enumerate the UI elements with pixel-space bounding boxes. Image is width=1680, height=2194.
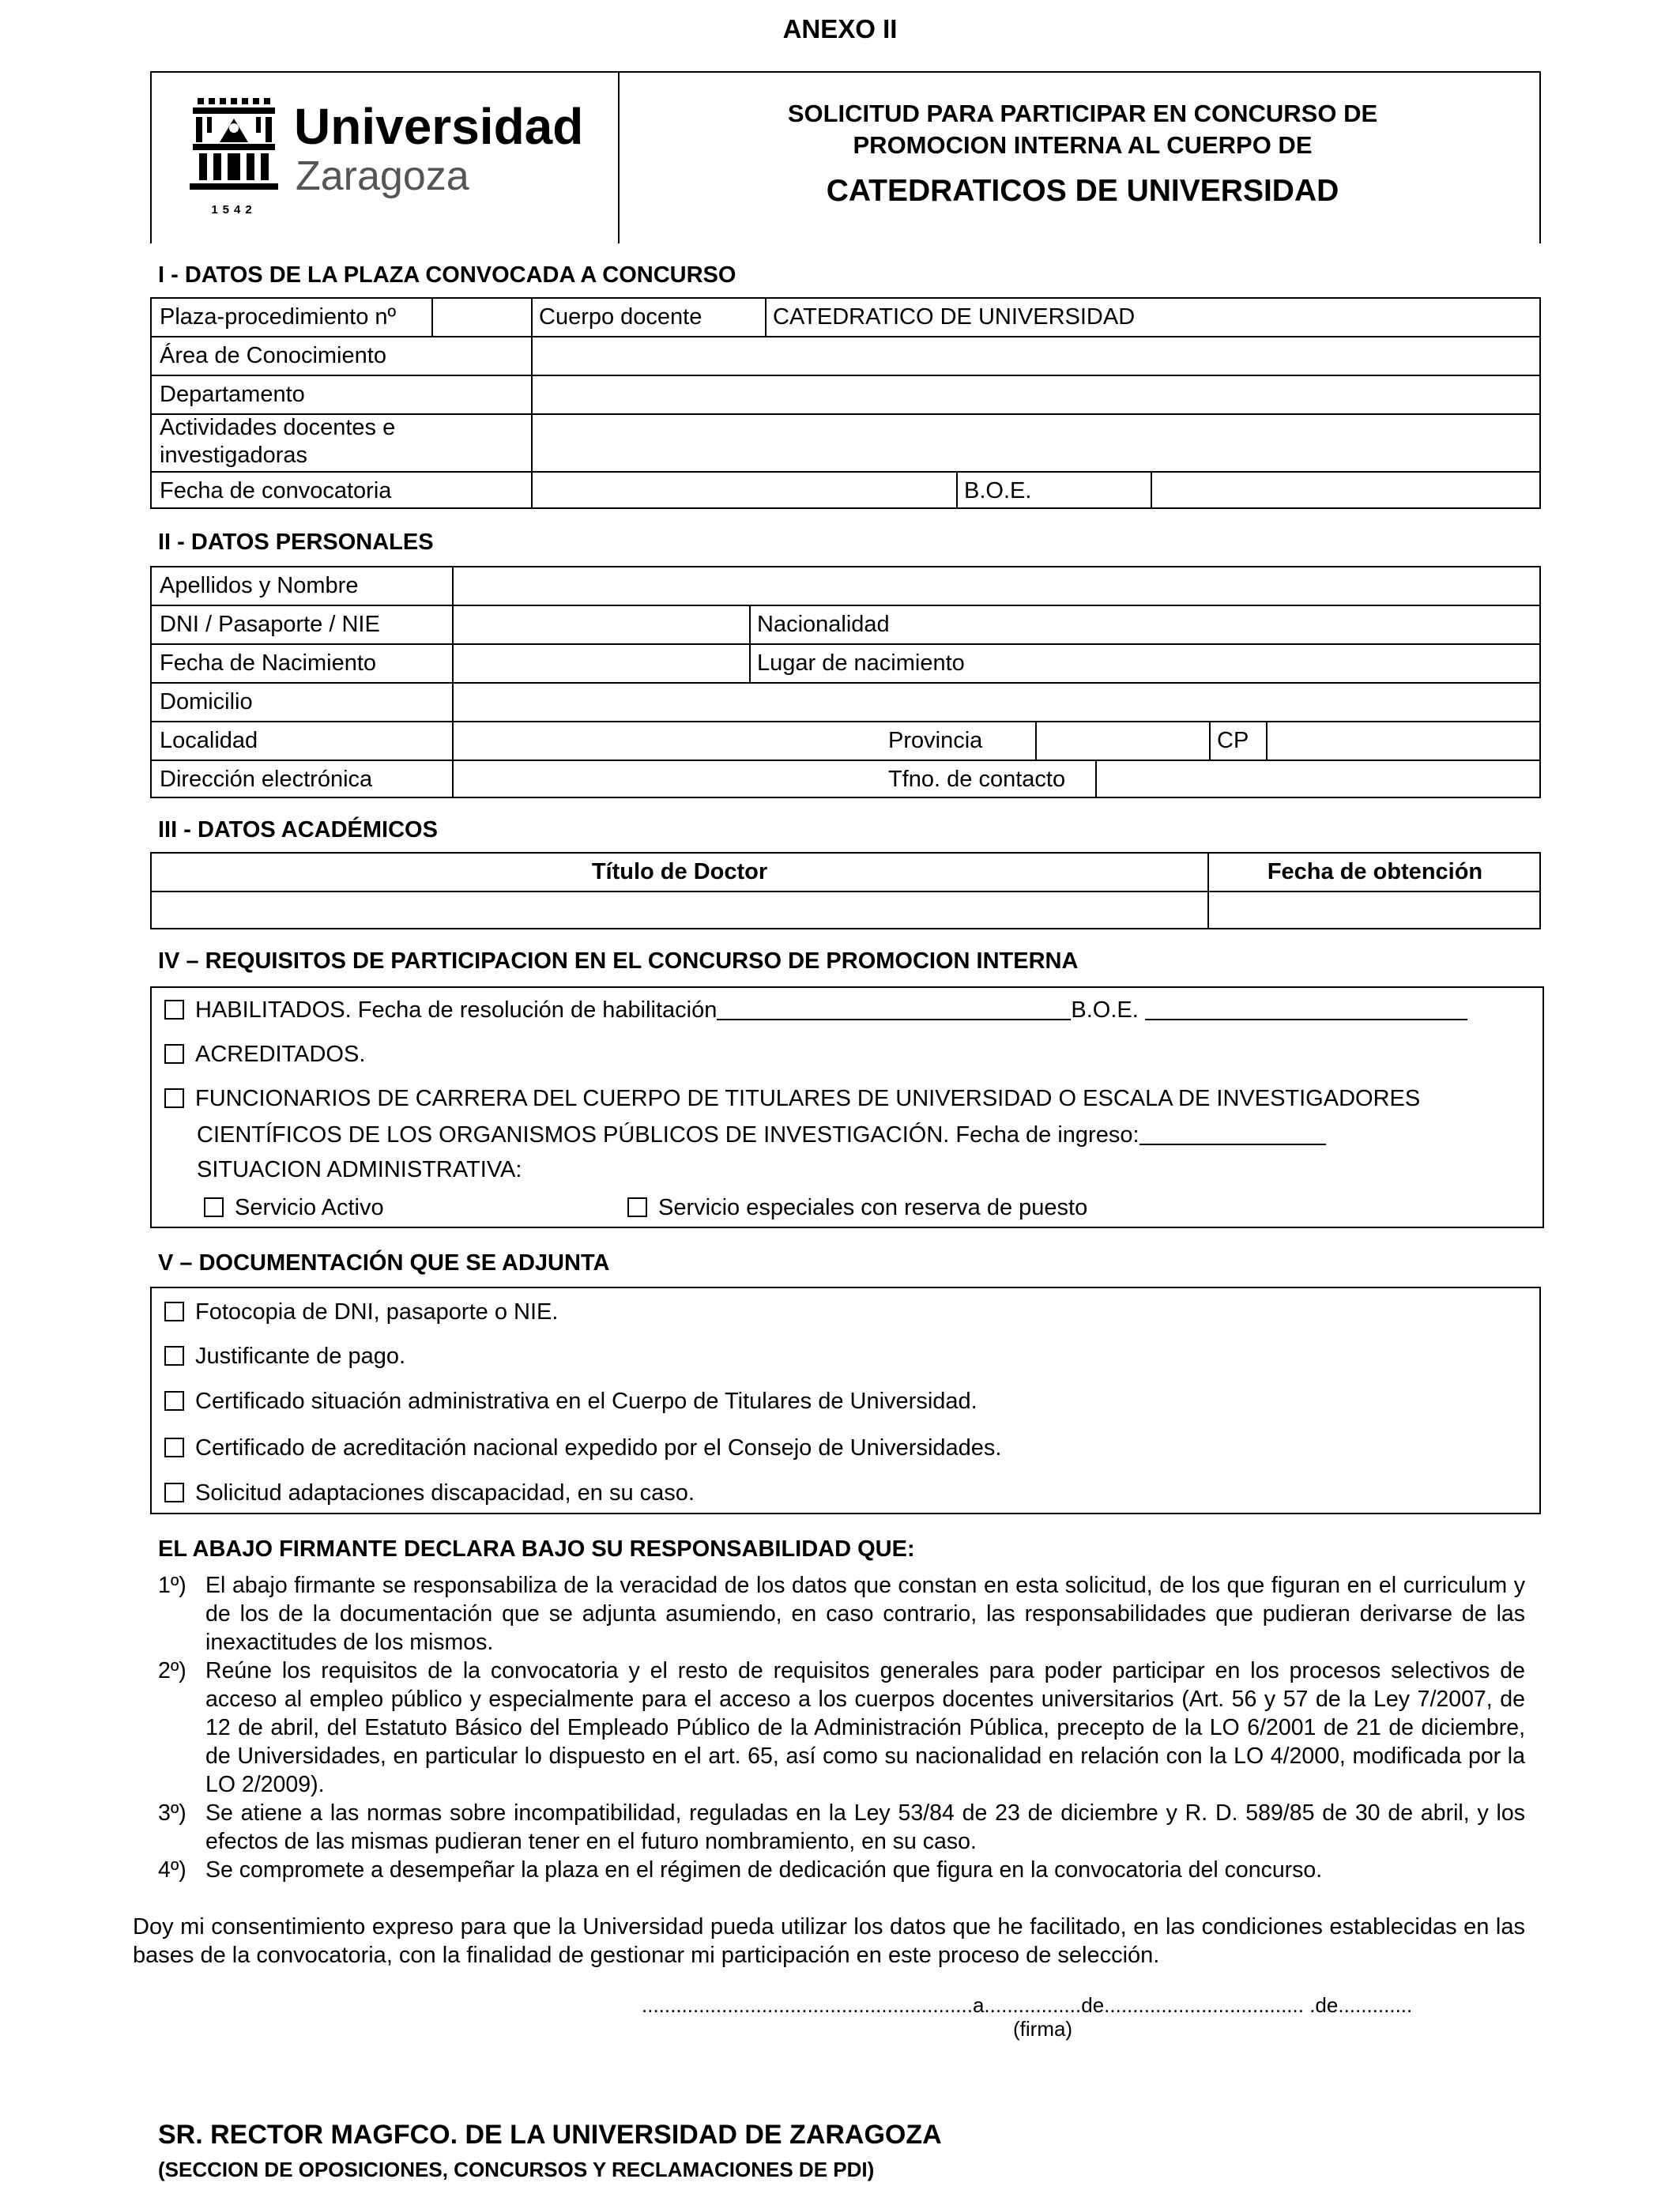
fecha-convocatoria-input[interactable] [539,477,950,506]
declaration-item [158,1657,1525,1799]
area-input[interactable] [539,342,1535,371]
declaration-item [158,1799,1525,1856]
doc-checkbox[interactable] [164,1346,184,1366]
declaration-text: Se atiene a las normas sobre incompatibilidad, reguladas en la Ley 53/84 de 23 de diciembre y R. D. 589/85 de 30 de abril, y los efectos de las mismas pudieran tener en el futuro nombramiento, en su caso. [205,1800,1525,1854]
form-subtitle [626,98,1539,161]
actividades-label-line-2: investigadoras [160,443,307,468]
section-2-title: II - DATOS PERSONALES [158,530,434,555]
servicio-activo-checkbox[interactable] [204,1197,224,1217]
declaration-number: 4º) [158,1857,186,1883]
logo-year: 1542 [211,203,257,217]
cp-label: CP [1217,728,1249,753]
header-divider [618,73,620,243]
doc-item [164,1344,405,1370]
dni-input[interactable] [460,611,744,639]
acreditados-label: ACREDITADOS. [195,1042,366,1067]
plaza-label: Plaza-procedimiento nº [160,304,397,330]
doc-item-label: Solicitud adaptaciones discapacidad, en su caso. [195,1480,695,1506]
doc-item-label: Certificado situación administrativa en el Cuerpo de Titulares de Universidad. [195,1389,977,1414]
servicio-activo-label: Servicio Activo [235,1195,384,1220]
apellidos-input[interactable] [460,572,1535,601]
habilitados-checkbox[interactable] [164,1000,184,1020]
habilitados-option [164,997,1467,1023]
localidad-label: Localidad [160,728,258,753]
doc-checkbox[interactable] [164,1302,184,1321]
servicio-especial-checkbox[interactable] [627,1197,647,1217]
email-input[interactable] [460,766,887,794]
logo-name: Universidad [294,98,584,155]
fecha-convocatoria-label: Fecha de convocatoria [160,478,392,503]
form-header [150,71,1541,243]
plaza-input[interactable] [436,303,527,332]
fecha-ingreso-field[interactable] [1139,1125,1326,1145]
funcionarios-checkbox[interactable] [164,1088,184,1108]
tfno-input[interactable] [1103,766,1535,794]
declaration-text: Reúne los requisitos de la convocatoria y el resto de requisitos generales para poder participar en los procesos selectivos de acceso al empleo público y especialmente para el acceso a los cuerpos docentes universitarios (Art. 56 y 57 de la Ley 7/2007, de 12 de abril, del Estatuto Básico del Empleado Público de la Administración Pública, precepto de la LO 6/2001 de 21 de diciembre, de Universidades, en particular lo dispuesto en el art. 65, así como su nacionalidad en relación con la LO 4/2000, modificada por la LO 2/2009). [205,1658,1525,1797]
domicilio-label: Domicilio [160,689,253,714]
cp-input[interactable] [1274,727,1535,756]
consent-text: Doy mi consentimiento expreso para que la Universidad pueda utilizar los datos que he facilitado, en las condiciones establecidas en las bases de la convocatoria, con la finalidad de gestionar mi participación en este proceso de selección. [133,1914,1525,1968]
habilitados-boe-field[interactable] [1145,1000,1467,1020]
declaration-number: 3º) [158,1800,186,1826]
provincia-input[interactable] [1042,727,1204,756]
boe-input[interactable] [1158,477,1535,506]
boe-label: B.O.E. [964,478,1032,503]
provincia-label: Provincia [888,728,983,753]
departamento-input[interactable] [539,381,1535,409]
doc-item [164,1389,977,1415]
fecha-obtencion-header: Fecha de obtención [1267,859,1483,884]
fecha-obtencion-input[interactable] [1215,896,1535,925]
tfno-label: Tfno. de contacto [888,767,1066,792]
subtitle-line-1: SOLICITUD PARA PARTICIPAR EN CONCURSO DE [787,100,1378,127]
documentacion-box [150,1287,1541,1514]
doc-item [164,1299,558,1325]
cuerpo-value: CATEDRATICO DE UNIVERSIDAD [773,304,1136,330]
domicilio-input[interactable] [460,688,1535,717]
habilitados-label: HABILITADOS. Fecha de resolución de habilitación [195,997,718,1023]
subtitle-line-2: PROMOCION INTERNA AL CUERPO DE [853,131,1313,159]
annex-title: ANEXO II [782,14,898,43]
declaration-title: EL ABAJO FIRMANTE DECLARA BAJO SU RESPONSABILIDAD QUE: [158,1536,915,1562]
doc-item [164,1435,1001,1461]
email-label: Dirección electrónica [160,767,373,792]
actividades-label [160,414,395,469]
acreditados-checkbox[interactable] [164,1044,184,1064]
addressee-section: (SECCION DE OPOSICIONES, CONCURSOS Y RECLAMACIONES DE PDI) [158,2158,875,2181]
funcionarios-label-line-2: CIENTÍFICOS DE LOS ORGANISMOS PÚBLICOS DE INVESTIGACIÓN. Fecha de ingreso: [197,1122,1139,1148]
apellidos-label: Apellidos y Nombre [160,573,359,598]
doc-checkbox[interactable] [164,1438,184,1457]
declaration-text: Se compromete a desempeñar la plaza en el régimen de dedicación que figura en la convocatoria del concurso. [205,1857,1323,1883]
declaration-number: 2º) [158,1658,186,1683]
declaration-item [158,1856,1525,1884]
funcionarios-option [164,1086,1420,1112]
funcionarios-label-line-1: FUNCIONARIOS DE CARRERA DEL CUERPO DE TITULARES DE UNIVERSIDAD O ESCALA DE INVESTIGADORES [195,1086,1421,1111]
doc-item-label: Justificante de pago. [195,1344,406,1369]
signature-label: (firma) [1013,2017,1073,2041]
university-logo [175,96,602,239]
form-main-title: CATEDRATICOS DE UNIVERSIDAD [826,174,1339,208]
requisitos-box [150,986,1544,1228]
departamento-label: Departamento [160,382,305,407]
section-4-title: IV – REQUISITOS DE PARTICIPACION EN EL CONCURSO DE PROMOCION INTERNA [158,948,1079,974]
addressee: SR. RECTOR MAGFCO. DE LA UNIVERSIDAD DE ZARAGOZA [158,2120,942,2150]
situacion-label: SITUACION ADMINISTRATIVA: [197,1157,522,1182]
area-label: Área de Conocimiento [160,343,386,368]
declaration-list [158,1571,1525,1884]
personal-table [150,566,1541,798]
declaration-item [158,1571,1525,1657]
fecha-nacimiento-label: Fecha de Nacimiento [160,650,377,676]
logo-city: Zaragoza [296,153,469,199]
fecha-nacimiento-input[interactable] [460,650,744,678]
acreditados-option [164,1042,365,1068]
doc-item-label: Certificado de acreditación nacional expedido por el Consejo de Universidades. [195,1435,1002,1461]
section-5-title: V – DOCUMENTACIÓN QUE SE ADJUNTA [158,1250,610,1276]
habilitados-boe-label: B.O.E. [1071,997,1139,1023]
funcionarios-line-2 [197,1122,1326,1148]
servicio-especial-option [627,1195,1087,1221]
doc-item [164,1480,695,1506]
academic-table [150,852,1541,929]
declaration-text: El abajo firmante se responsabiliza de la veracidad de los datos que constan en esta solicitud, de los que figuran en el curriculum y de los de la documentación que se adjunta asumiendo, en caso contrario, las responsabilidades que pudieran derivarse de las inexactitudes de los mismos. [205,1573,1525,1655]
nacionalidad-label: Nacionalidad [757,612,890,637]
titulo-doctor-input[interactable] [158,896,1201,925]
university-logo-icon [175,96,602,239]
actividades-label-line-1: Actividades docentes e [160,415,396,440]
doc-item-label: Fotocopia de DNI, pasaporte o NIE. [195,1299,559,1325]
servicio-especial-label: Servicio especiales con reserva de puesto [658,1195,1088,1220]
signature-line[interactable]: ..........................................................a.................de................................... .de............. [642,1993,1413,2017]
section-1-title: I - DATOS DE LA PLAZA CONVOCADA A CONCURSO [158,262,736,288]
habilitados-fecha-field[interactable] [717,1000,1071,1020]
servicio-activo-option [204,1195,384,1221]
titulo-doctor-header: Título de Doctor [591,859,768,884]
localidad-input[interactable] [460,727,887,756]
section-3-title: III - DATOS ACADÉMICOS [158,817,438,843]
cuerpo-label: Cuerpo docente [539,304,703,330]
declaration-number: 1º) [158,1573,186,1598]
doc-checkbox[interactable] [164,1483,184,1502]
actividades-input[interactable] [539,425,1535,465]
dni-label: DNI / Pasaporte / NIE [160,612,380,637]
plaza-table [150,297,1541,509]
doc-checkbox[interactable] [164,1391,184,1411]
lugar-nacimiento-label: Lugar de nacimiento [757,650,965,676]
